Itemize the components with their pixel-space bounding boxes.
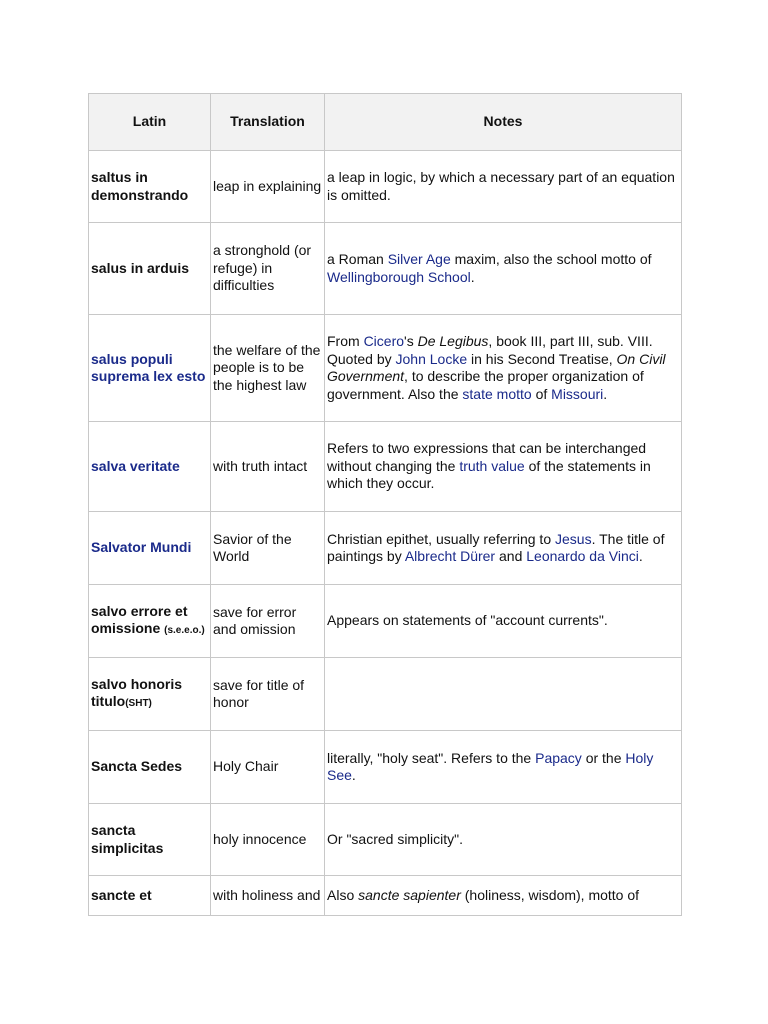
header-notes: Notes — [325, 94, 682, 151]
latin-term — [89, 422, 211, 512]
latin-term — [89, 804, 211, 876]
notes-fragment: Or "sacred simplicity". — [327, 830, 463, 847]
latin-term — [89, 512, 211, 585]
notes-text — [327, 750, 679, 785]
latin-term-link[interactable]: Salvator Mundi — [91, 539, 192, 556]
latin-term-text: saltus in demonstrando — [91, 169, 189, 203]
notes-fragment: in his Second Treatise, — [467, 350, 617, 367]
notes-cell — [325, 512, 682, 585]
translation-cell — [211, 658, 325, 731]
notes-fragment: From — [327, 333, 364, 349]
notes-fragment: Christian epithet, usually referring to — [327, 530, 555, 547]
table-row — [89, 223, 682, 315]
translation-cell — [211, 151, 325, 223]
translation-cell — [211, 876, 325, 916]
notes-fragment: . — [351, 767, 356, 783]
notes-fragment: and — [495, 548, 527, 564]
link-silver-age[interactable]: Silver Age — [387, 251, 451, 267]
notes-cell — [325, 876, 682, 916]
translation-cell — [211, 585, 325, 658]
table-row — [89, 315, 682, 422]
latin-term-text — [91, 676, 208, 713]
link-albrecht-durer[interactable]: Albrecht Dürer — [404, 548, 496, 564]
translation-text: holy innocence — [213, 830, 307, 847]
translation-text: Holy Chair — [213, 758, 279, 775]
translation-cell — [211, 731, 325, 804]
translation-text: save for title of honor — [213, 676, 305, 710]
notes-fragment: , book III, part III, sub. VIII. Quoted by — [327, 333, 653, 367]
latin-term — [89, 223, 211, 315]
table-row — [89, 422, 682, 512]
notes-cell — [325, 804, 682, 876]
latin-term-text: Sancta Sedes — [91, 758, 183, 775]
notes-fragment: a Roman — [327, 251, 388, 267]
translation-cell — [211, 223, 325, 315]
notes-cell — [325, 422, 682, 512]
table-header-row — [89, 94, 682, 151]
notes-text — [327, 831, 463, 849]
table-row — [89, 151, 682, 223]
table-row — [89, 512, 682, 585]
notes-fragment: . — [603, 385, 608, 402]
notes-fragment: or the — [581, 749, 626, 766]
notes-cell — [325, 315, 682, 422]
notes-text — [327, 887, 639, 905]
notes-cell — [325, 658, 682, 731]
translation-cell — [211, 422, 325, 512]
notes-text — [327, 612, 608, 630]
translation-text: save for error and omission — [213, 603, 297, 637]
link-holy-see[interactable]: Holy See — [327, 749, 654, 783]
notes-text — [327, 333, 679, 403]
notes-text — [327, 440, 679, 493]
notes-cell — [325, 585, 682, 658]
latin-term-text: salus in arduis — [91, 259, 190, 276]
notes-fragment: a leap in logic, by which a necessary part of an equation is omitted. — [327, 169, 675, 203]
notes-fragment: Appears on statements of "account currents". — [327, 612, 608, 629]
translation-text: a stronghold (or refuge) in difficulties — [213, 242, 312, 294]
link-cicero[interactable]: Cicero — [363, 333, 405, 349]
notes-italic: On Civil Government — [327, 350, 666, 384]
translation-cell — [211, 315, 325, 422]
notes-italic: De Legibus — [417, 333, 489, 349]
table-row — [89, 876, 682, 916]
notes-cell — [325, 223, 682, 315]
table-row — [89, 585, 682, 658]
link-john-locke[interactable]: John Locke — [395, 350, 468, 367]
latin-abbreviation: (SHT) — [125, 698, 152, 709]
latin-term-text — [91, 603, 208, 640]
latin-term-link[interactable]: salus populi suprema lex esto — [91, 350, 206, 384]
notes-cell — [325, 731, 682, 804]
notes-fragment: . — [638, 548, 643, 564]
latin-term-words: salvo errore et omissione — [91, 602, 188, 636]
header-latin: Latin — [89, 94, 211, 151]
latin-phrases-table — [88, 93, 682, 916]
notes-text — [327, 251, 679, 286]
notes-fragment: Also — [327, 886, 359, 903]
link-wellingborough-school[interactable]: Wellingborough School — [327, 268, 471, 285]
table-row — [89, 804, 682, 876]
latin-term-text: sancte et — [91, 886, 152, 903]
translation-text: with holiness and — [213, 886, 321, 903]
notes-fragment: of — [531, 385, 552, 402]
latin-term-link[interactable]: salva veritate — [91, 457, 180, 474]
latin-term — [89, 585, 211, 658]
latin-abbreviation: (s.e.e.o.) — [164, 625, 205, 636]
notes-fragment: , to describe the proper organization of government. Also the — [327, 368, 644, 402]
latin-term — [89, 151, 211, 223]
translation-cell — [211, 512, 325, 585]
notes-fragment: maxim, also the school motto of — [450, 251, 652, 267]
table-row — [89, 658, 682, 731]
link-missouri[interactable]: Missouri — [551, 385, 604, 402]
latin-term — [89, 731, 211, 804]
notes-fragment: 's — [404, 333, 418, 349]
link-truth-value[interactable]: truth value — [459, 457, 525, 474]
notes-fragment: . The title of paintings by — [327, 530, 665, 564]
link-papacy[interactable]: Papacy — [535, 749, 582, 766]
translation-text: leap in explaining — [213, 177, 322, 194]
latin-term — [89, 658, 211, 731]
link-leonardo-da-vinci[interactable]: Leonardo da Vinci — [526, 548, 639, 564]
notes-fragment: . — [470, 268, 475, 285]
notes-italic: sancte sapienter — [358, 886, 461, 903]
notes-fragment: literally, "holy seat". Refers to the — [327, 749, 536, 766]
latin-term-words: salvo honoris titulo — [91, 675, 183, 709]
link-state-motto[interactable]: state motto — [462, 385, 532, 402]
translation-text: Savior of the World — [213, 530, 292, 564]
notes-text — [327, 169, 679, 204]
notes-cell — [325, 151, 682, 223]
notes-fragment: Refers to two expressions that can be interchanged without changing the — [327, 440, 647, 474]
notes-fragment: (holiness, wisdom), motto of — [460, 886, 640, 903]
translation-text: the welfare of the people is to be the highest law — [213, 341, 321, 393]
header-translation: Translation — [211, 94, 325, 151]
translation-text: with truth intact — [213, 457, 308, 474]
table-row — [89, 731, 682, 804]
latin-term — [89, 876, 211, 916]
latin-term — [89, 315, 211, 422]
notes-text — [327, 531, 679, 566]
link-jesus[interactable]: Jesus — [555, 530, 592, 547]
notes-fragment: of the statements in which they occur. — [327, 457, 651, 492]
latin-term-text: sancta simplicitas — [91, 822, 164, 856]
translation-cell — [211, 804, 325, 876]
